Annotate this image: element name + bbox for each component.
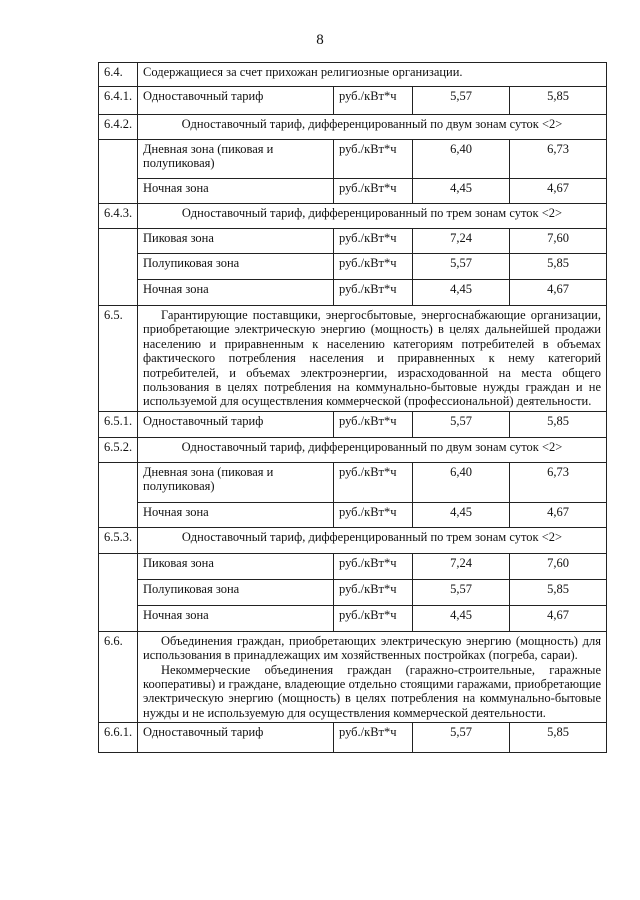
- value-2: 4,67: [510, 605, 607, 631]
- row-code: 6.5.3.: [99, 527, 138, 553]
- section-text: Гарантирующие поставщики, энергосбытовые, энергоснабжающие организации, приобретающие электрическую энергию (мощность) в целях дальнейшей продажи населению и приравненным к населению категориям потребителей в объемах фактического потребления населения и приравненных к нему категорий потребителей, и объемах электроэнергии, израсходованной на места общего пользования в целях потребления на коммунально-бытовые нужды граждан и не используемой для осуществления коммерческой (профессиональной) деятельности.: [138, 306, 607, 412]
- table-row: [99, 280, 607, 306]
- section-paragraph-2: Некоммерческие объединения граждан (гаражно-строительные, гаражные кооперативы) и граждане, владеющие отдельно стоящими гаражами, приобретающие электрическую энергию (мощность) в целях потребления на коммунально-бытовые нужды и не используемую для осуществления коммерческой деятельности.: [143, 662, 601, 720]
- tariff-name: Одноставочный тариф: [138, 87, 334, 115]
- section-title: Содержащиеся за счет прихожан религиозные организации.: [138, 63, 607, 87]
- value-1: 7,24: [413, 229, 510, 254]
- row-code: 6.4.: [99, 63, 138, 87]
- value-1: 5,57: [413, 579, 510, 605]
- table-row: [99, 462, 607, 502]
- row-code: 6.5.: [99, 306, 138, 412]
- tariff-name: Одноставочный тариф: [138, 411, 334, 437]
- table-row: [99, 605, 607, 631]
- tariff-name: Одноставочный тариф: [138, 723, 334, 753]
- unit: руб./кВт*ч: [334, 179, 413, 204]
- unit: руб./кВт*ч: [334, 579, 413, 605]
- table-row: [99, 411, 607, 437]
- unit: руб./кВт*ч: [334, 462, 413, 502]
- subsection-title: Одноставочный тариф, дифференцированный по трем зонам суток <2>: [138, 527, 607, 553]
- row-code: 6.6.1.: [99, 723, 138, 753]
- value-2: 5,85: [510, 579, 607, 605]
- unit: руб./кВт*ч: [334, 229, 413, 254]
- section-row-6-6: [99, 631, 607, 722]
- table-row: [99, 553, 607, 579]
- row-code: 6.4.2.: [99, 115, 138, 140]
- value-2: 4,67: [510, 280, 607, 306]
- tariff-name: Ночная зона: [138, 502, 334, 527]
- value-2: 5,85: [510, 254, 607, 280]
- value-1: 4,45: [413, 502, 510, 527]
- section-text: [138, 631, 607, 722]
- empty-cell: [99, 140, 138, 204]
- value-1: 6,40: [413, 140, 510, 179]
- tariff-name: Пиковая зона: [138, 553, 334, 579]
- value-1: 5,57: [413, 723, 510, 753]
- section-row-6-4: [99, 63, 607, 87]
- row-code: 6.4.3.: [99, 204, 138, 229]
- value-2: 5,85: [510, 723, 607, 753]
- value-1: 4,45: [413, 280, 510, 306]
- value-1: 4,45: [413, 179, 510, 204]
- tariff-name: Ночная зона: [138, 179, 334, 204]
- subsection-title: Одноставочный тариф, дифференцированный по двум зонам суток <2>: [138, 437, 607, 462]
- value-2: 4,67: [510, 502, 607, 527]
- tariff-name: Ночная зона: [138, 605, 334, 631]
- value-2: 4,67: [510, 179, 607, 204]
- empty-cell: [99, 553, 138, 631]
- value-1: 6,40: [413, 462, 510, 502]
- value-1: 5,57: [413, 254, 510, 280]
- section-row-6-5: [99, 306, 607, 412]
- subsection-row: [99, 527, 607, 553]
- table-row: [99, 254, 607, 280]
- unit: руб./кВт*ч: [334, 502, 413, 527]
- tariff-table: [98, 62, 607, 753]
- value-2: 7,60: [510, 553, 607, 579]
- page-number: 8: [316, 32, 324, 48]
- unit: руб./кВт*ч: [334, 605, 413, 631]
- empty-cell: [99, 229, 138, 306]
- unit: руб./кВт*ч: [334, 254, 413, 280]
- tariff-name: Дневная зона (пиковая и полупиковая): [138, 140, 334, 179]
- row-code: 6.5.1.: [99, 411, 138, 437]
- table-row: [99, 179, 607, 204]
- value-2: 7,60: [510, 229, 607, 254]
- value-2: 6,73: [510, 140, 607, 179]
- tariff-name: Полупиковая зона: [138, 579, 334, 605]
- subsection-row: [99, 115, 607, 140]
- value-1: 5,57: [413, 411, 510, 437]
- unit: руб./кВт*ч: [334, 140, 413, 179]
- value-1: 5,57: [413, 87, 510, 115]
- value-1: 7,24: [413, 553, 510, 579]
- unit: руб./кВт*ч: [334, 723, 413, 753]
- tariff-name: Ночная зона: [138, 280, 334, 306]
- table-row: [99, 87, 607, 115]
- row-code: 6.5.2.: [99, 437, 138, 462]
- tariff-name: Пиковая зона: [138, 229, 334, 254]
- subsection-title: Одноставочный тариф, дифференцированный по трем зонам суток <2>: [138, 204, 607, 229]
- tariff-name: Полупиковая зона: [138, 254, 334, 280]
- subsection-row: [99, 437, 607, 462]
- empty-cell: [99, 462, 138, 527]
- subsection-title: Одноставочный тариф, дифференцированный по двум зонам суток <2>: [138, 115, 607, 140]
- unit: руб./кВт*ч: [334, 553, 413, 579]
- section-paragraph-1: Объединения граждан, приобретающих электрическую энергию (мощность) для использования в принадлежащих им хозяйственных постройках (погреба, сараи).: [143, 633, 601, 663]
- unit: руб./кВт*ч: [334, 280, 413, 306]
- value-2: 6,73: [510, 462, 607, 502]
- value-2: 5,85: [510, 411, 607, 437]
- value-1: 4,45: [413, 605, 510, 631]
- table-row: [99, 723, 607, 753]
- table-row: [99, 140, 607, 179]
- table-row: [99, 502, 607, 527]
- subsection-row: [99, 204, 607, 229]
- row-code: 6.4.1.: [99, 87, 138, 115]
- row-code: 6.6.: [99, 631, 138, 722]
- unit: руб./кВт*ч: [334, 87, 413, 115]
- tariff-name: Дневная зона (пиковая и полупиковая): [138, 462, 334, 502]
- unit: руб./кВт*ч: [334, 411, 413, 437]
- table-row: [99, 229, 607, 254]
- value-2: 5,85: [510, 87, 607, 115]
- table-row: [99, 579, 607, 605]
